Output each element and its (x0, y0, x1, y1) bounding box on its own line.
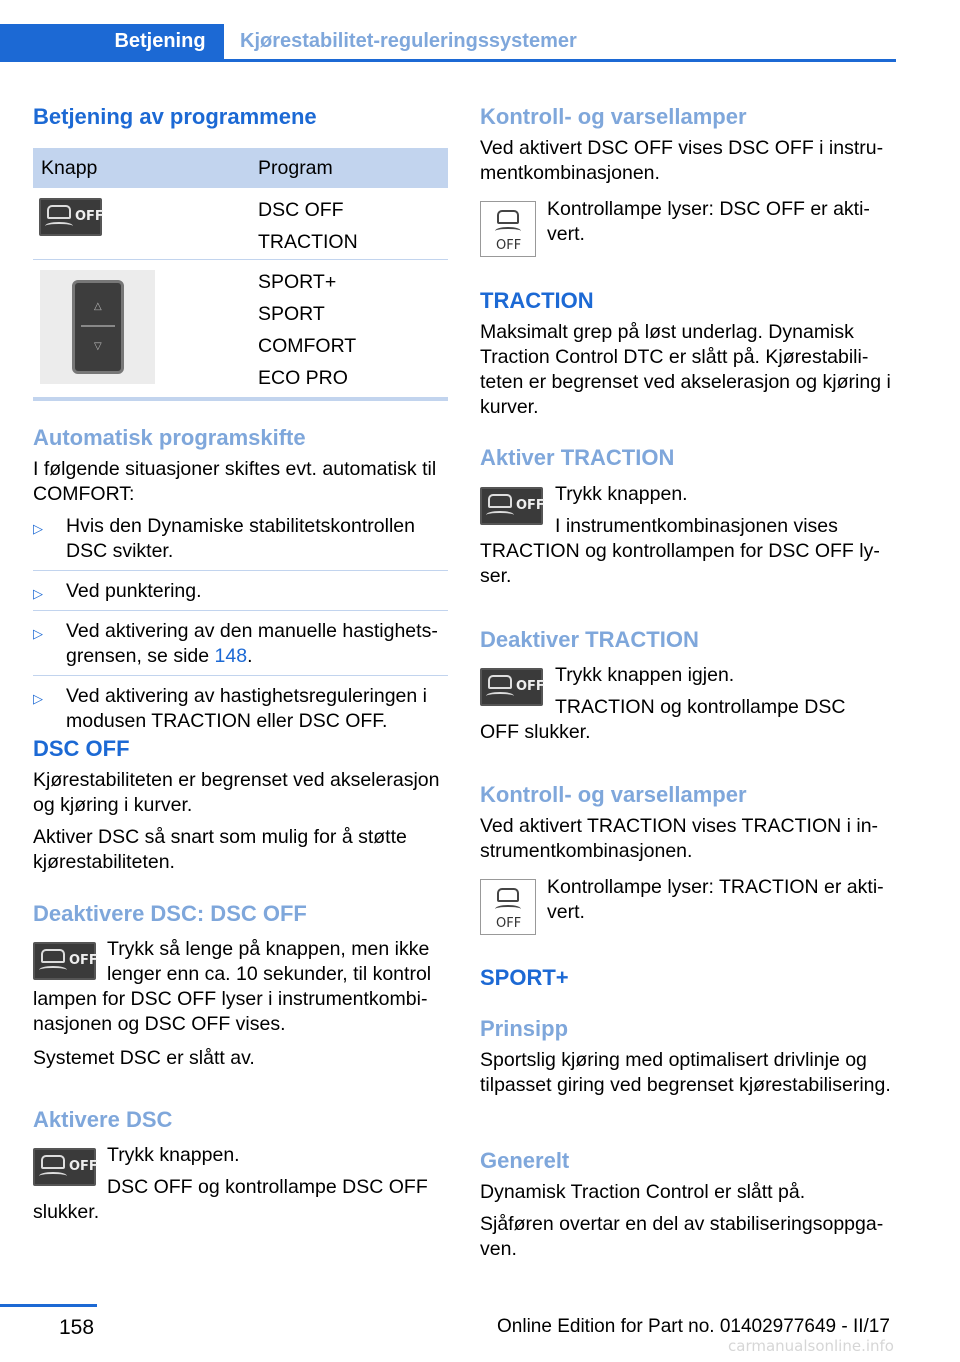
heading-indicator-lamps-1: Kontroll- og varsellamper (480, 104, 747, 129)
dsc-off-button-icon: OFF (33, 1148, 96, 1186)
program-eco-pro: ECO PRO (258, 367, 348, 389)
list-item: ▷ Ved punktering. (33, 579, 448, 611)
deactivate-dsc-text-1: Trykk så lenge på knappen, men ikke lenger enn ca. 10 sekunder, til kontrol (107, 938, 432, 985)
table-header-program: Program (258, 157, 333, 179)
principle-text: Sportslig kjøring med optimalisert drivlinje og tilpasset giring ved begrenset kjørestabilisering. (480, 1049, 891, 1096)
activate-traction-text-2b: TRACTION og kontrollampen for DSC OFF lyser. (480, 540, 880, 587)
edition-info: Online Edition for Part no. 01402977649 - II/17 (497, 1316, 890, 1337)
watermark: carmanualsonline.info (728, 1337, 894, 1355)
list-item: ▷ Hvis den Dynamiske stabilitetskontrollen DSC svikter. (33, 514, 448, 571)
list-item: ▷ Ved aktivering av hastighetsreguleringen i modusen TRACTION eller DSC OFF. (33, 685, 427, 732)
activate-dsc-text-2b: slukker. (33, 1201, 100, 1223)
heading-principle: Prinsipp (480, 1016, 569, 1041)
heading-traction: TRACTION (480, 288, 594, 313)
deactivate-dsc-text-2: Systemet DSC er slått av. (33, 1047, 255, 1069)
heading-indicator-lamps-2: Kontroll- og varsellamper (480, 782, 747, 807)
header-accent (0, 24, 96, 59)
general-text-2: Sjåføren overtar en del av stabiliseringsoppgaven. (480, 1213, 884, 1260)
triangle-bullet-icon: ▷ (33, 521, 43, 536)
auto-program-intro: I følgende situasjoner skiftes evt. automatisk til COMFORT: (33, 458, 437, 505)
indicator-lamps-2-text: Ved aktivert TRACTION vises TRACTION i instrumentkombinasjonen. (480, 815, 879, 862)
deactivate-dsc-text-1b: lampen for DSC OFF lyser i instrumentkombinasjonen og DSC OFF vises. (33, 988, 428, 1035)
list-item: ▷ Ved aktivering av den manuelle hastighetsgrensen, se side 148. (33, 619, 448, 676)
program-comfort: COMFORT (258, 335, 357, 357)
deactivate-traction-text-2b: OFF slukker. (480, 721, 591, 743)
indicator-lamp-1-text: Kontrollampe lyser: DSC OFF er aktivert. (547, 198, 870, 245)
indicator-lamp-2-text: Kontrollampe lyser: TRACTION er aktivert. (547, 876, 884, 923)
heading-activate-dsc: Aktivere DSC (33, 1107, 173, 1132)
heading-deactivate-traction: Deaktiver TRACTION (480, 627, 699, 652)
dsc-off-button-icon: OFF (480, 487, 543, 525)
driving-mode-rocker-switch-image (40, 270, 155, 384)
auto-program-list (33, 514, 448, 734)
page-number: 158 (59, 1316, 95, 1339)
heading-deactivate-dsc: Deaktivere DSC: DSC OFF (33, 901, 307, 926)
table-header (33, 148, 448, 188)
table-bottom-rule (33, 397, 448, 401)
heading-activate-traction: Aktiver TRACTION (480, 445, 675, 470)
arrow-down-icon: ▽ (94, 341, 102, 352)
deactivate-traction-text-1: Trykk knappen igjen. (555, 664, 735, 686)
dsc-off-button-icon: OFF (39, 198, 102, 236)
dsc-off-indicator-lamp-icon: OFF (480, 201, 536, 257)
arrow-up-icon: △ (94, 301, 102, 312)
activate-traction-text-2: I instrumentkombinasjonen vises (555, 515, 838, 537)
triangle-bullet-icon: ▷ (33, 586, 43, 601)
section-title-operation: Betjening av programmene (33, 104, 317, 129)
activate-dsc-text-1: Trykk knappen. (107, 1144, 240, 1166)
header-chapter-tab[interactable]: Betjening (96, 24, 224, 59)
page-header (0, 24, 896, 62)
traction-indicator-lamp-icon: OFF (480, 879, 536, 935)
dsc-off-text-2: Aktiver DSC så snart som mulig for å støtte kjørestabiliteten. (33, 826, 407, 873)
activate-traction-text-1: Trykk knappen. (555, 483, 688, 505)
heading-general: Generelt (480, 1148, 570, 1173)
general-text-1: Dynamisk Traction Control er slått på. (480, 1181, 806, 1203)
indicator-lamps-1-text: Ved aktivert DSC OFF vises DSC OFF i instrumentkombinasjonen. (480, 137, 884, 184)
program-sport-plus: SPORT+ (258, 271, 337, 293)
dsc-off-text-1: Kjørestabiliteten er begrenset ved akselerasjon og kjøring i kurver. (33, 769, 440, 816)
page-link-148[interactable]: 148 (214, 645, 248, 667)
program-traction: TRACTION (258, 231, 358, 253)
program-dsc-off: DSC OFF (258, 199, 344, 221)
triangle-bullet-icon: ▷ (33, 626, 43, 641)
activate-dsc-text-2: DSC OFF og kontrollampe DSC OFF (107, 1176, 428, 1198)
dsc-off-button-icon: OFF (33, 942, 96, 980)
triangle-bullet-icon: ▷ (33, 691, 43, 706)
table-row (33, 188, 448, 260)
header-section-title[interactable]: Kjørestabilitet-reguleringssystemer (240, 30, 577, 52)
deactivate-traction-text-2: TRACTION og kontrollampe DSC (555, 696, 846, 718)
heading-auto-program-change: Automatisk programskifte (33, 425, 306, 450)
table-header-knapp: Knapp (41, 157, 98, 179)
footer-accent-line (0, 1304, 97, 1307)
traction-text: Maksimalt grep på løst underlag. Dynamisk Traction Control DTC er slått på. Kjørestabiliteten er begrenset ved akselerasjon og kjøring i kurver. (480, 321, 891, 418)
dsc-off-button-icon: OFF (480, 668, 543, 706)
heading-sport-plus: SPORT+ (480, 965, 569, 990)
heading-dsc-off: DSC OFF (33, 736, 130, 761)
program-sport: SPORT (258, 303, 325, 325)
